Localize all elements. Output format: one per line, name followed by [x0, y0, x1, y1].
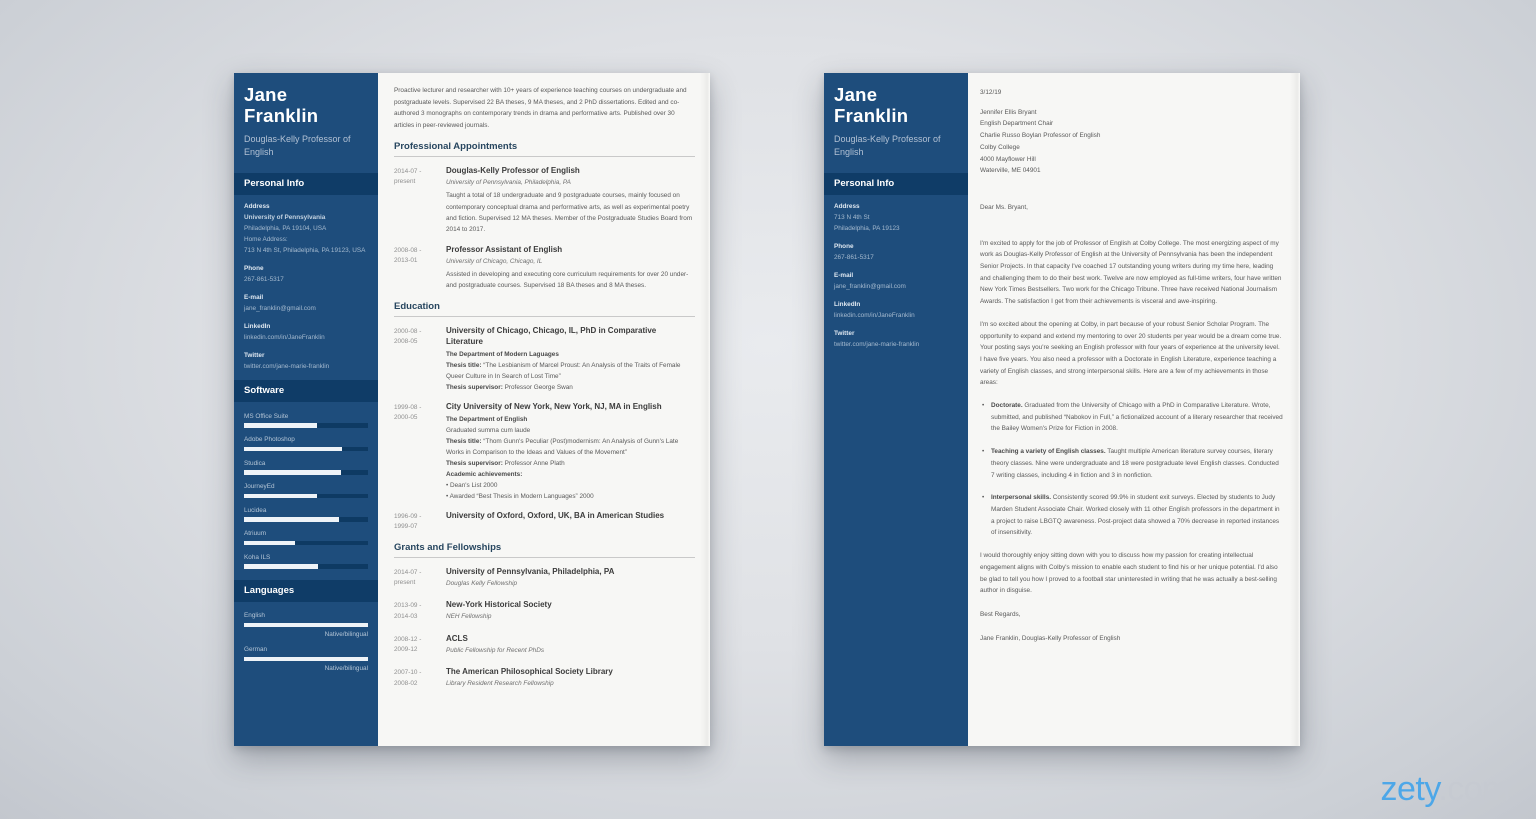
field-line: linkedin.com/in/JaneFranklin	[834, 312, 915, 319]
entry	[394, 566, 695, 592]
skill-bar	[244, 494, 368, 499]
personal-info-fields	[234, 195, 378, 373]
entry	[394, 401, 695, 502]
last-name: Franklin	[244, 105, 319, 126]
entry-title: University of Chicago, Chicago, IL, PhD in Comparative Literature	[446, 325, 657, 346]
entry-subtitle: Public Fellowship for Recent PhDs	[446, 646, 545, 654]
entry-date-to: 2008-02	[394, 679, 418, 687]
entry-dates	[394, 599, 446, 625]
letter-sidebar	[824, 73, 968, 746]
signoff: Best Regards,	[980, 610, 1021, 618]
section-title: Grants and Fellowships	[394, 542, 695, 558]
skill-bar	[244, 541, 368, 546]
section-entries	[394, 566, 695, 692]
logo-text-zety: zety	[1380, 770, 1439, 808]
section-title: Education	[394, 301, 695, 317]
language-level-note: Native/bilingual	[324, 630, 368, 638]
skill-name: Lucidea	[244, 506, 267, 514]
entry-line: Thesis supervisor: Professor Anne Plath	[446, 459, 565, 467]
field-label: Address	[244, 203, 270, 210]
field-line: 713 N 4th St	[834, 214, 870, 221]
field-lines	[244, 274, 368, 285]
entry-title: ACLS	[446, 633, 468, 643]
skill-bar-fill	[244, 494, 317, 499]
field-lines	[244, 332, 368, 343]
field-label: Twitter	[834, 330, 855, 337]
entry-date-to: 2000-05	[394, 414, 418, 422]
bullet-text: Taught multiple American literature survey courses, literary theory classes. Nine were undergraduate and 18 were postgraduate level English classes. Conducted 7 writing classes, including 4 in fiction and 3 in nonfiction.	[991, 448, 1279, 479]
entry-date-from: 2008-08 -	[394, 246, 422, 254]
field-label: LinkedIn	[244, 323, 271, 330]
language-bar	[244, 657, 368, 662]
recipient-line: Colby College	[980, 143, 1020, 151]
bullet-text: Graduated from the University of Chicago with a PhD in Comparative Literature. Wrote, submitted, and published “Nabokov in Full,” a fictionalized account of a literary researcher that received the Bailey Women's Prize for Fiction in 2008.	[991, 402, 1283, 433]
entry-body	[446, 401, 695, 502]
entry-dates	[394, 510, 446, 533]
entry-date-to: present	[394, 579, 416, 587]
entry-date-to: 2013-01	[394, 257, 418, 264]
field-line: twitter.com/jane-marie-franklin	[244, 363, 330, 370]
entry-description: Taught a total of 18 undergraduate and 9 postgraduate courses, mainly focused on contemporary conceptual drama and performative arts, as well as experimental poetry and fiction. Supervised 12 MA theses. Member of the Postgraduate Studies Board from 2014 to 2017.	[446, 192, 693, 234]
entry-dates	[394, 566, 446, 592]
zety-logo[interactable]	[1380, 770, 1510, 809]
entry-dates	[394, 633, 446, 659]
entry-date-from: 1999-08 -	[394, 403, 422, 411]
resume-sidebar	[234, 73, 378, 746]
skill-name: Studica	[244, 459, 266, 467]
skill-name: MS Office Suite	[244, 412, 289, 420]
entry-title: New-York Historical Society	[446, 600, 552, 610]
personal-info-field	[824, 195, 968, 235]
first-name: Jane	[244, 84, 288, 105]
field-label: LinkedIn	[834, 301, 861, 308]
job-title: Douglas-Kelly Professor of English	[834, 134, 941, 157]
entry	[394, 325, 695, 393]
recipient-line: Waterville, ME 04901	[980, 167, 1041, 175]
field-lines	[244, 361, 368, 372]
skill-bar-fill	[244, 423, 317, 428]
resume-name-block	[234, 73, 378, 166]
field-line: Philadelphia, PA 19123	[834, 225, 900, 232]
skill-name: Atriuum	[244, 530, 267, 537]
bullet-item	[980, 446, 1283, 481]
entry-title: University of Oxford, Oxford, UK, BA in American Studies	[446, 510, 665, 520]
field-line: jane_franklin@gmail.com	[834, 283, 906, 290]
resume-section	[394, 542, 695, 692]
field-lines	[244, 303, 368, 314]
bullet-item	[980, 400, 1283, 435]
field-lines	[834, 212, 958, 234]
languages-header: Languages	[234, 580, 378, 602]
field-label: E-mail	[834, 272, 854, 279]
entry-body	[446, 510, 695, 533]
personal-info-header: Personal Info	[234, 173, 378, 195]
software-skill-row	[244, 436, 368, 451]
letter-paragraph: I'm excited to apply for the job of Professor of English at Colby College. The most energizing aspect of my work as Douglas-Kelly Professor of English at the University of Pennsylvania has been the independent Senior Projects. In that capacity I've coached 17 outstanding young writers during my time here, leading and challenging them to do their best work. Twelve are now employed as full-time writers, four have written New York Times Bestsellers. Two work for the Chicago Tribune. Three have received National Journalism Awards. The satisfaction I get from their achievements is visceral and awe-inspiring.	[980, 239, 1282, 306]
letter-paragraph: I'm so excited about the opening at Colby, in part because of your robust Senior Scholar Program. The opportunity to expand and extend my mentoring to over 20 students per year would be a dream come true. Your posting says you're seeking an English professor with four years of experience at the university level. I have five years. You also need a professor with a Doctorate in English Literature, experience teaching a variety of English classes, and strong interpersonal skills. Here are a few of my achievements in those areas:	[980, 320, 1282, 387]
personal-info-field	[824, 293, 968, 322]
entry	[394, 510, 695, 533]
field-label: Twitter	[244, 352, 265, 359]
personal-info-field	[234, 257, 378, 286]
entry-date-to: 2014-03	[394, 612, 418, 620]
field-lines	[834, 281, 958, 292]
language-skill-row	[244, 612, 368, 638]
field-label: Phone	[834, 243, 854, 250]
first-name: Jane	[834, 84, 878, 105]
entry-dates	[394, 666, 446, 692]
entry-line: Academic achievements:	[446, 470, 523, 478]
entry-subtitle: Library Resident Research Fellowship	[446, 680, 554, 688]
field-line: 713 N 4th St, Philadelphia, PA 19123, USA	[244, 247, 366, 254]
field-lines	[834, 310, 958, 321]
entry-lines	[446, 349, 695, 393]
summary-text: Proactive lecturer and researcher with 10+ years of experience teaching courses on undergraduate and postgraduate levels. Supervised 22 BA theses, 9 MA theses, and 2 PhD dissertations. Edited and co-authored 3 monographs on contemporary trends in drama and performative arts. Published over 30 articles in peer-reviewed journals.	[394, 87, 687, 130]
field-line: jane_franklin@gmail.com	[244, 305, 316, 312]
entry-date-to: 2008-05	[394, 338, 418, 346]
software-skill-row	[244, 460, 368, 475]
recipient-line: Charlie Russo Boylan Professor of English	[980, 132, 1101, 140]
skill-bar	[244, 564, 368, 569]
entry-body	[446, 325, 695, 393]
entry-date-from: 2007-10 -	[394, 669, 422, 677]
field-line: twitter.com/jane-marie-franklin	[834, 341, 920, 348]
field-line: linkedin.com/in/JaneFranklin	[244, 334, 325, 341]
recipient-line: English Department Chair	[980, 120, 1054, 128]
last-name: Franklin	[834, 105, 909, 126]
entry-line: Thesis supervisor: Professor George Swan	[446, 383, 573, 391]
skill-bar	[244, 447, 368, 452]
entry	[394, 666, 695, 692]
personal-info-field	[824, 264, 968, 293]
resume-section	[394, 141, 695, 292]
personal-info-field	[824, 235, 968, 264]
entry-line: Graduated summa cum laude	[446, 426, 531, 434]
entry-line: • Dean's List 2000	[446, 481, 498, 489]
entry-description: Assisted in developing and executing core curriculum requirements for over 20 under- and postgraduate courses. Supervised 18 BA theses and 8 MA theses.	[446, 271, 689, 290]
skill-bar-fill	[244, 470, 341, 475]
letter-date: 3/12/19	[980, 89, 1002, 96]
personal-info-field	[234, 344, 378, 373]
language-skill-row	[244, 646, 368, 672]
skill-bar-fill	[244, 517, 339, 522]
entry	[394, 599, 695, 625]
entry-line: The Department of Modern Laguages	[446, 350, 559, 358]
field-line: Home Address:	[244, 236, 288, 243]
entry-date-from: 2000-08 -	[394, 327, 422, 335]
skill-bar-fill	[244, 564, 318, 569]
section-entries	[394, 165, 695, 292]
bullet-lead: Teaching a variety of English classes.	[991, 448, 1106, 456]
field-lines	[834, 252, 958, 263]
skill-bar-fill	[244, 541, 295, 546]
field-label: E-mail	[244, 294, 264, 301]
entry-date-from: 2014-07 -	[394, 167, 422, 175]
field-line: 267-861-5317	[834, 254, 874, 261]
resume-page[interactable]	[234, 73, 710, 746]
entry-date-from: 2013-09 -	[394, 602, 422, 610]
personal-info-fields	[824, 195, 968, 351]
entry-date-from: 1996-09 -	[394, 512, 422, 520]
entry-title: University of Pennsylvania, Philadelphia, PA	[446, 566, 615, 576]
entry-title: Professor Assistant of English	[446, 244, 563, 254]
software-skill-row	[244, 413, 368, 428]
entry-title: City University of New York, New York, NJ, MA in English	[446, 401, 662, 411]
bullet-lead: Interpersonal skills.	[991, 494, 1052, 502]
resume-content	[378, 73, 710, 746]
skill-bar	[244, 470, 368, 475]
resume-section	[394, 301, 695, 533]
entry-subtitle: University of Pennsylvania, Philadelphia, PA	[446, 178, 571, 186]
personal-info-header: Personal Info	[824, 173, 968, 195]
entry-line: The Department of English	[446, 415, 528, 423]
section-entries	[394, 325, 695, 533]
entry	[394, 633, 695, 659]
field-line: 267-861-5317	[244, 276, 284, 283]
field-lines	[244, 212, 368, 256]
software-list	[234, 402, 378, 573]
language-bar-fill	[244, 623, 368, 628]
personal-info-field	[234, 195, 378, 257]
entry-line: Thesis title: “The Lesbianism of Marcel Proust: An Analysis of the Traits of Female Queer Culture in In Search of Lost Time”	[446, 361, 681, 380]
skill-name: JourneyEd	[244, 483, 275, 490]
entry-dates	[394, 165, 446, 236]
personal-info-field	[234, 315, 378, 344]
entry-body	[446, 633, 695, 659]
cover-letter-page[interactable]	[824, 73, 1300, 746]
recipient-line: 4000 Mayflower Hill	[980, 155, 1036, 163]
software-skill-row	[244, 530, 368, 545]
software-skill-row	[244, 507, 368, 522]
language-bar	[244, 623, 368, 628]
resume-sections	[394, 141, 695, 692]
entry-dates	[394, 244, 446, 292]
greeting: Dear Ms. Bryant,	[980, 203, 1028, 211]
job-title: Douglas-Kelly Professor of English	[244, 134, 351, 157]
skill-bar-fill	[244, 447, 342, 452]
field-lines	[834, 339, 958, 350]
entry-date-to: 1999-07	[394, 523, 418, 531]
entry-title: Douglas-Kelly Professor of English	[446, 165, 580, 175]
entry-body	[446, 566, 695, 592]
field-line: University of Pennsylvania	[244, 214, 326, 221]
entry-body	[446, 244, 695, 292]
bullet-item	[980, 492, 1283, 539]
recipient-block	[980, 107, 1283, 177]
field-line: Philadelphia, PA 19104, USA	[244, 225, 327, 232]
bullet-lead: Doctorate.	[991, 402, 1023, 410]
letter-bullets	[980, 400, 1283, 539]
entry-dates	[394, 401, 446, 502]
entry-body	[446, 165, 695, 236]
entry-title: The American Philosophical Society Library	[446, 667, 613, 677]
entry-line: • Awarded “Best Thesis in Modern Languages” 2000	[446, 492, 594, 500]
recipient-line: Jennifer Ellis Bryant	[980, 108, 1037, 116]
bullet-text: Consistently scored 99.9% in student exit surveys. Elected by students to Judy Marden Student Associate Chair. Worked closely with 11 other English professors in the department in a project to raise LBGTQ awareness. Post-project data showed a 70% decrease in reported instances of insensitivity.	[991, 494, 1280, 537]
entry-subtitle: University of Chicago, Chicago, IL	[446, 257, 543, 265]
entry-body	[446, 666, 695, 692]
entry-date-from: 2008-12 -	[394, 635, 422, 643]
personal-info-field	[824, 322, 968, 351]
languages-list	[234, 602, 378, 676]
entry-lines	[446, 414, 695, 502]
field-label: Phone	[244, 265, 264, 272]
signature: Jane Franklin, Douglas-Kelly Professor of English	[980, 634, 1121, 642]
entry-date-to: 2009-12	[394, 646, 418, 654]
letter-name-block	[824, 73, 968, 166]
skill-bar	[244, 423, 368, 428]
logo-text-com: .com	[1438, 770, 1510, 808]
entry-subtitle: NEH Fellowship	[446, 613, 492, 621]
entry-dates	[394, 325, 446, 393]
letter-content	[968, 73, 1300, 746]
software-header: Software	[234, 380, 378, 402]
language-level-note: Native/bilingual	[324, 664, 368, 672]
letter-paragraph: I would thoroughly enjoy sitting down with you to discuss how my passion for creating intellectual engagement aligns with Colby's mission to enable each student to find his or her unique potential. I'd also be glad to tell you how I proved to a football star uninterested in writing that he was actually a best-selling author in disguise.	[980, 552, 1278, 595]
skill-name: Koha ILS	[244, 553, 271, 561]
language-name: German	[244, 646, 268, 653]
field-label: Address	[834, 203, 860, 210]
entry-date-from: 2014-07 -	[394, 568, 422, 576]
entry-line: Thesis title: “Thom Gunn's Peculiar (Post)modernism: An Analysis of Gunn's Late Works in Comparison to the Ideas and Values of the Movement”	[446, 437, 679, 456]
software-skill-row	[244, 483, 368, 498]
skill-bar	[244, 517, 368, 522]
entry-body	[446, 599, 695, 625]
entry	[394, 165, 695, 236]
entry-date-to: present	[394, 178, 416, 186]
skill-name: Adobe Photoshop	[244, 436, 295, 443]
entry	[394, 244, 695, 292]
section-title: Professional Appointments	[394, 141, 695, 157]
software-skill-row	[244, 554, 368, 569]
personal-info-field	[234, 286, 378, 315]
language-bar-fill	[244, 657, 368, 662]
entry-subtitle: Douglas Kelly Fellowship	[446, 579, 518, 587]
language-name: English	[244, 612, 265, 619]
